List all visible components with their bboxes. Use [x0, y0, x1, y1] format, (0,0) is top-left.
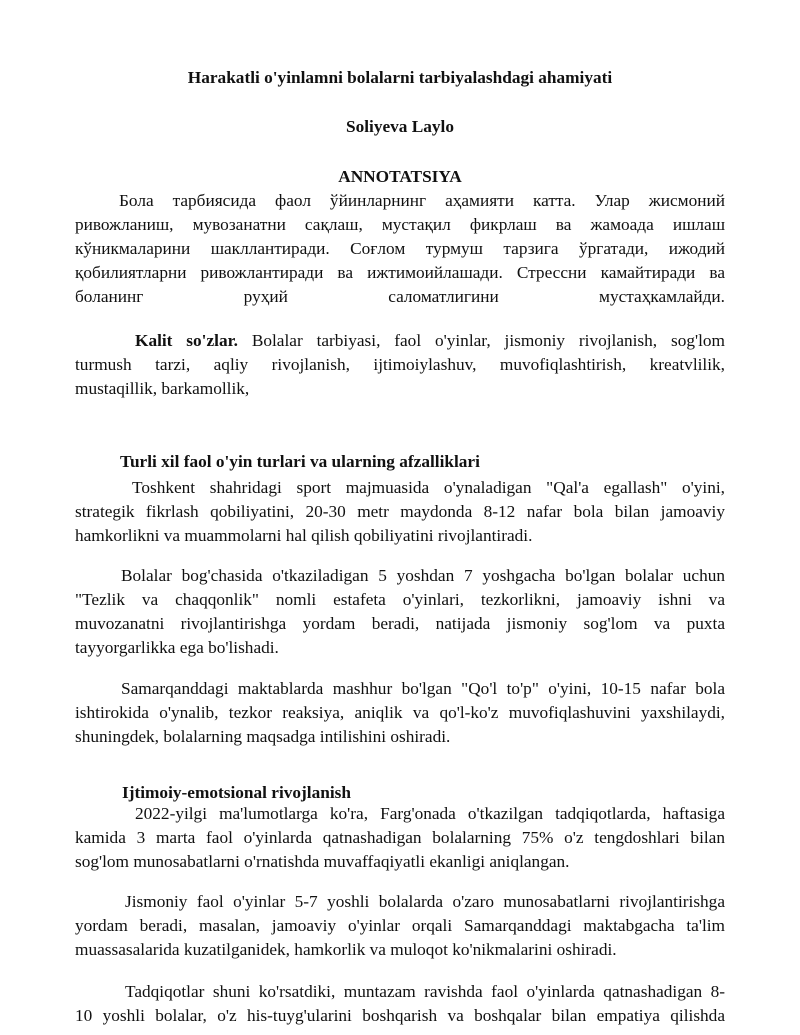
section2-paragraph-2 [75, 890, 725, 962]
keywords-first-line [75, 329, 725, 353]
paper-title: Harakatli o'yinlamni bolalarni tarbiyalashdagi ahamiyati [187, 68, 613, 87]
paragraph-line: tayyorgarlikka ega bo'lishadi. [75, 638, 279, 657]
paragraph-line: "Tezlik va chaqqonlik" nomli estafeta o'yinlari, tezkorlikni, jamoaviy ishni va [75, 590, 725, 609]
keywords-text: Bolalar tarbiyasi, faol o'yinlar, jismoniy rivojlanish, sog'lom [251, 331, 725, 350]
keywords-paragraph [75, 329, 725, 401]
paragraph-line: Tadqiqotlar shuni ko'rsatdiki, muntazam ravishda faol o'yinlarda qatnashadigan 8- [125, 982, 725, 1001]
annotation-paragraph [75, 189, 725, 309]
annotation-line: қобилиятларни ривожлантиради ва ижтимоийлашади. Стрессни камайтиради ва [75, 263, 725, 282]
section1-paragraph-3 [75, 677, 725, 749]
paragraph-line: Samarqanddagi maktablarda mashhur bo'lgan "Qo'l to'p" o'yini, 10-15 nafar bola [121, 679, 725, 698]
section1-paragraph-2 [75, 564, 725, 660]
paragraph-line: Bolalar bog'chasida o'tkaziladigan 5 yoshdan 7 yoshgacha bo'lgan bolalar uchun [121, 566, 725, 585]
paragraph-line: shuningdek, bolalarning maqsadga intilishini oshiradi. [75, 727, 451, 746]
paragraph-line: kamida 3 marta faol o'yinlarda qatnashadigan bolalarning 75% o'z tengdoshlari bilan [75, 828, 725, 847]
paragraph-line: Toshkent shahridagi sport majmuasida o'ynaladigan "Qal'a egallash" o'yini, [132, 478, 725, 497]
section-heading: Turli xil faol o'yin turlari va ularning afzalliklari [120, 452, 480, 471]
annotation-line: ривожланиш, мувозанатни сақлаш, мустақил фикрлаш ва жамоада ишлаш [75, 215, 725, 234]
paragraph-line: sog'lom munosabatlarni o'rnatishda muvaffaqiyatli ekanligi aniqlangan. [75, 852, 570, 871]
paragraph-line: muassasalarida kuzatilganidek, hamkorlik va muloqot ko'nikmalarini oshiradi. [75, 940, 617, 959]
paragraph-line: muvozanatni rivojlantirishga yordam beradi, natijada jismoniy sog'lom va puxta [75, 614, 725, 633]
paragraph-line: yordam beradi, masalan, jamoaviy o'yinlar orqali Samarqanddagi maktabgacha ta'lim [75, 916, 725, 935]
paragraph-line: 2022-yilgi ma'lumotlarga ko'ra, Farg'onada o'tkazilgan tadqiqotlarda, haftasiga [135, 804, 725, 823]
section1-paragraph-1 [75, 476, 725, 548]
paragraph-line: hamkorlikni va muammolarni hal qilish qobiliyatini rivojlantiradi. [75, 526, 533, 545]
paragraph-line: Jismoniy faol o'yinlar 5-7 yoshli bolalarda o'zaro munosabatlarni rivojlantirishga [125, 892, 725, 911]
keywords-line: turmush tarzi, aqliy rivojlanish, ijtimoiylashuv, muvofiqlashtirish, kreatvlilik, [75, 355, 725, 374]
paragraph-line: ishtirokida o'ynalib, tezkor reaksiya, aniqlik va qo'l-ko'z muvofiqlashuvini yaxshilaydi, [75, 703, 725, 722]
section2-paragraph-3 [75, 980, 725, 1028]
keywords-line: mustaqillik, barkamollik, [75, 379, 250, 398]
keywords-label: Kalit so'zlar. [135, 331, 238, 350]
section-heading: Ijtimoiy-emotsional rivojlanish [122, 783, 351, 802]
author-name: Soliyeva Laylo [345, 117, 455, 136]
annotation-line: кўникмаларини шакллантиради. Соғлом турмуш тарзига ўргатади, ижодий [75, 239, 725, 258]
paragraph-line: 10 yoshli bolalar, o'z his-tuyg'ularini boshqarish va boshqalar bilan empatiya qilishda [75, 1006, 725, 1025]
annotation-line: боланинг руҳий саломатлигини мустаҳкамлайди. [75, 287, 725, 306]
paragraph-line: strategik fikrlash qobiliyatini, 20-30 metr maydonda 8-12 nafar bola bilan jamoaviy [75, 502, 725, 521]
annotation-heading: ANNOTATSIYA [338, 167, 462, 186]
section2-paragraph-1 [75, 802, 725, 874]
annotation-line: Бола тарбиясида фаол ўйинларнинг аҳамияти катта. Улар жисмоний [119, 191, 725, 210]
